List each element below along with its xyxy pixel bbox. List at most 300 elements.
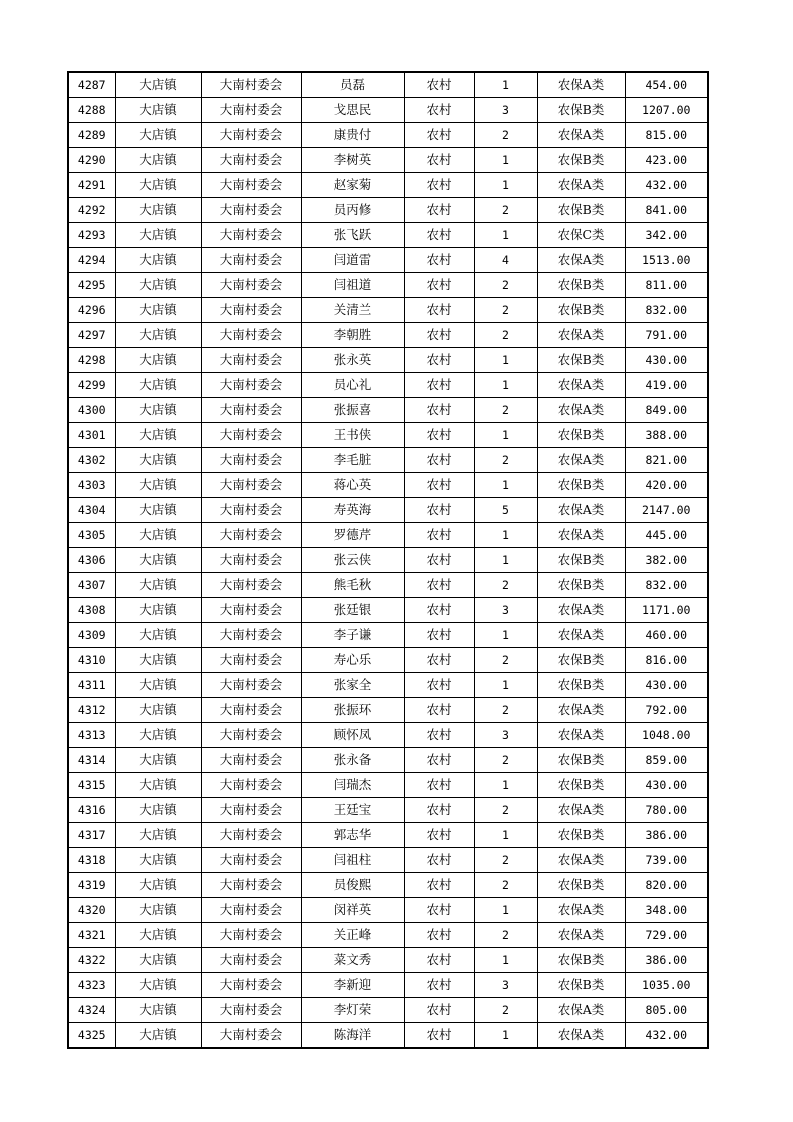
- cell-category: 农保B类: [537, 273, 625, 298]
- cell-count: 1: [474, 948, 537, 973]
- cell-count: 5: [474, 498, 537, 523]
- cell-id: 4294: [68, 248, 115, 273]
- cell-count: 1: [474, 348, 537, 373]
- cell-id: 4310: [68, 648, 115, 673]
- cell-count: 3: [474, 973, 537, 998]
- cell-id: 4290: [68, 148, 115, 173]
- table-row: [68, 623, 708, 648]
- cell-id: 4296: [68, 298, 115, 323]
- cell-name: 员丙修: [301, 198, 404, 223]
- table-row: [68, 898, 708, 923]
- table-row: [68, 298, 708, 323]
- cell-type: 农村: [404, 98, 474, 123]
- cell-amount: 382.00: [625, 548, 708, 573]
- cell-count: 2: [474, 398, 537, 423]
- cell-count: 1: [474, 72, 537, 98]
- cell-name: 闵祥英: [301, 898, 404, 923]
- cell-amount: 423.00: [625, 148, 708, 173]
- cell-count: 1: [474, 898, 537, 923]
- cell-village: 大南村委会: [201, 573, 301, 598]
- cell-category: 农保A类: [537, 898, 625, 923]
- cell-town: 大店镇: [115, 673, 201, 698]
- cell-name: 王廷宝: [301, 798, 404, 823]
- cell-village: 大南村委会: [201, 298, 301, 323]
- cell-village: 大南村委会: [201, 323, 301, 348]
- cell-category: 农保B类: [537, 148, 625, 173]
- cell-id: 4295: [68, 273, 115, 298]
- cell-count: 1: [474, 148, 537, 173]
- cell-category: 农保A类: [537, 173, 625, 198]
- cell-id: 4306: [68, 548, 115, 573]
- table-row: [68, 198, 708, 223]
- cell-count: 2: [474, 273, 537, 298]
- cell-name: 张振环: [301, 698, 404, 723]
- cell-category: 农保A类: [537, 448, 625, 473]
- cell-category: 农保A类: [537, 598, 625, 623]
- cell-category: 农保B类: [537, 748, 625, 773]
- cell-town: 大店镇: [115, 223, 201, 248]
- cell-town: 大店镇: [115, 873, 201, 898]
- cell-id: 4300: [68, 398, 115, 423]
- cell-category: 农保A类: [537, 623, 625, 648]
- cell-category: 农保C类: [537, 223, 625, 248]
- cell-village: 大南村委会: [201, 898, 301, 923]
- cell-type: 农村: [404, 273, 474, 298]
- cell-amount: 805.00: [625, 998, 708, 1023]
- cell-category: 农保A类: [537, 698, 625, 723]
- cell-type: 农村: [404, 723, 474, 748]
- cell-town: 大店镇: [115, 1023, 201, 1049]
- cell-village: 大南村委会: [201, 823, 301, 848]
- cell-type: 农村: [404, 123, 474, 148]
- cell-type: 农村: [404, 598, 474, 623]
- table-row: [68, 573, 708, 598]
- cell-type: 农村: [404, 648, 474, 673]
- table-row: [68, 123, 708, 148]
- cell-category: 农保B类: [537, 548, 625, 573]
- cell-type: 农村: [404, 773, 474, 798]
- cell-amount: 432.00: [625, 173, 708, 198]
- cell-town: 大店镇: [115, 998, 201, 1023]
- table-row: [68, 1023, 708, 1049]
- cell-name: 陈海洋: [301, 1023, 404, 1049]
- cell-count: 1: [474, 373, 537, 398]
- cell-category: 农保B类: [537, 948, 625, 973]
- cell-type: 农村: [404, 498, 474, 523]
- cell-name: 闫瑞杰: [301, 773, 404, 798]
- cell-type: 农村: [404, 898, 474, 923]
- cell-town: 大店镇: [115, 723, 201, 748]
- cell-village: 大南村委会: [201, 748, 301, 773]
- cell-town: 大店镇: [115, 423, 201, 448]
- cell-town: 大店镇: [115, 248, 201, 273]
- cell-name: 蒋心英: [301, 473, 404, 498]
- cell-village: 大南村委会: [201, 72, 301, 98]
- cell-amount: 821.00: [625, 448, 708, 473]
- cell-town: 大店镇: [115, 373, 201, 398]
- cell-name: 闫道雷: [301, 248, 404, 273]
- cell-count: 2: [474, 748, 537, 773]
- cell-village: 大南村委会: [201, 998, 301, 1023]
- cell-name: 赵家菊: [301, 173, 404, 198]
- cell-town: 大店镇: [115, 498, 201, 523]
- cell-category: 农保A类: [537, 798, 625, 823]
- cell-amount: 430.00: [625, 348, 708, 373]
- cell-amount: 791.00: [625, 323, 708, 348]
- cell-category: 农保B类: [537, 873, 625, 898]
- table-row: [68, 373, 708, 398]
- cell-village: 大南村委会: [201, 373, 301, 398]
- cell-id: 4324: [68, 998, 115, 1023]
- cell-amount: 849.00: [625, 398, 708, 423]
- cell-id: 4303: [68, 473, 115, 498]
- cell-town: 大店镇: [115, 798, 201, 823]
- cell-count: 1: [474, 473, 537, 498]
- table-row: [68, 273, 708, 298]
- cell-name: 闫祖柱: [301, 848, 404, 873]
- cell-village: 大南村委会: [201, 973, 301, 998]
- cell-type: 农村: [404, 973, 474, 998]
- cell-category: 农保B类: [537, 673, 625, 698]
- cell-name: 关清兰: [301, 298, 404, 323]
- cell-town: 大店镇: [115, 448, 201, 473]
- cell-count: 3: [474, 98, 537, 123]
- cell-amount: 1171.00: [625, 598, 708, 623]
- cell-village: 大南村委会: [201, 223, 301, 248]
- cell-village: 大南村委会: [201, 598, 301, 623]
- cell-id: 4291: [68, 173, 115, 198]
- cell-category: 农保B类: [537, 473, 625, 498]
- cell-amount: 792.00: [625, 698, 708, 723]
- cell-count: 2: [474, 798, 537, 823]
- cell-amount: 832.00: [625, 573, 708, 598]
- table-row: [68, 673, 708, 698]
- cell-count: 1: [474, 823, 537, 848]
- cell-amount: 430.00: [625, 673, 708, 698]
- cell-category: 农保B类: [537, 298, 625, 323]
- cell-village: 大南村委会: [201, 773, 301, 798]
- cell-count: 2: [474, 923, 537, 948]
- cell-town: 大店镇: [115, 898, 201, 923]
- cell-count: 2: [474, 998, 537, 1023]
- cell-amount: 430.00: [625, 773, 708, 798]
- cell-town: 大店镇: [115, 573, 201, 598]
- cell-village: 大南村委会: [201, 873, 301, 898]
- cell-type: 农村: [404, 248, 474, 273]
- table-row: [68, 498, 708, 523]
- cell-count: 3: [474, 598, 537, 623]
- cell-count: 2: [474, 848, 537, 873]
- data-table: [67, 71, 709, 1049]
- cell-type: 农村: [404, 148, 474, 173]
- cell-id: 4307: [68, 573, 115, 598]
- cell-type: 农村: [404, 72, 474, 98]
- table-row: [68, 773, 708, 798]
- cell-village: 大南村委会: [201, 348, 301, 373]
- cell-category: 农保A类: [537, 498, 625, 523]
- cell-village: 大南村委会: [201, 923, 301, 948]
- cell-category: 农保B类: [537, 648, 625, 673]
- cell-town: 大店镇: [115, 98, 201, 123]
- cell-town: 大店镇: [115, 698, 201, 723]
- cell-category: 农保B类: [537, 348, 625, 373]
- cell-amount: 815.00: [625, 123, 708, 148]
- cell-name: 张云侠: [301, 548, 404, 573]
- cell-category: 农保B类: [537, 773, 625, 798]
- cell-id: 4321: [68, 923, 115, 948]
- cell-type: 农村: [404, 1023, 474, 1049]
- cell-type: 农村: [404, 323, 474, 348]
- cell-type: 农村: [404, 298, 474, 323]
- cell-category: 农保B类: [537, 973, 625, 998]
- cell-category: 农保A类: [537, 923, 625, 948]
- cell-amount: 859.00: [625, 748, 708, 773]
- table-row: [68, 748, 708, 773]
- cell-name: 康贵付: [301, 123, 404, 148]
- cell-type: 农村: [404, 823, 474, 848]
- cell-amount: 832.00: [625, 298, 708, 323]
- cell-amount: 388.00: [625, 423, 708, 448]
- cell-amount: 460.00: [625, 623, 708, 648]
- table-row: [68, 548, 708, 573]
- cell-type: 农村: [404, 398, 474, 423]
- cell-count: 1: [474, 773, 537, 798]
- table-row: [68, 523, 708, 548]
- cell-town: 大店镇: [115, 973, 201, 998]
- cell-name: 李树英: [301, 148, 404, 173]
- cell-town: 大店镇: [115, 123, 201, 148]
- table-row: [68, 998, 708, 1023]
- cell-id: 4315: [68, 773, 115, 798]
- cell-name: 李毛脏: [301, 448, 404, 473]
- cell-id: 4317: [68, 823, 115, 848]
- cell-count: 2: [474, 298, 537, 323]
- cell-name: 戈思民: [301, 98, 404, 123]
- cell-count: 1: [474, 173, 537, 198]
- cell-category: 农保A类: [537, 398, 625, 423]
- cell-name: 关正峰: [301, 923, 404, 948]
- cell-amount: 1035.00: [625, 973, 708, 998]
- cell-amount: 816.00: [625, 648, 708, 673]
- table-row: [68, 348, 708, 373]
- cell-count: 3: [474, 723, 537, 748]
- cell-type: 农村: [404, 923, 474, 948]
- cell-type: 农村: [404, 873, 474, 898]
- cell-type: 农村: [404, 748, 474, 773]
- cell-id: 4304: [68, 498, 115, 523]
- cell-town: 大店镇: [115, 323, 201, 348]
- cell-type: 农村: [404, 698, 474, 723]
- cell-village: 大南村委会: [201, 548, 301, 573]
- cell-count: 2: [474, 323, 537, 348]
- cell-type: 农村: [404, 373, 474, 398]
- cell-type: 农村: [404, 573, 474, 598]
- cell-town: 大店镇: [115, 598, 201, 623]
- cell-category: 农保B类: [537, 98, 625, 123]
- table-row: [68, 423, 708, 448]
- cell-type: 农村: [404, 998, 474, 1023]
- table-row: [68, 223, 708, 248]
- cell-town: 大店镇: [115, 273, 201, 298]
- cell-name: 寿心乐: [301, 648, 404, 673]
- cell-village: 大南村委会: [201, 1023, 301, 1049]
- cell-type: 农村: [404, 673, 474, 698]
- cell-amount: 1513.00: [625, 248, 708, 273]
- cell-name: 菜文秀: [301, 948, 404, 973]
- cell-name: 张廷银: [301, 598, 404, 623]
- cell-category: 农保A类: [537, 848, 625, 873]
- table-row: [68, 723, 708, 748]
- cell-id: 4298: [68, 348, 115, 373]
- cell-amount: 820.00: [625, 873, 708, 898]
- cell-town: 大店镇: [115, 148, 201, 173]
- cell-name: 员俊熙: [301, 873, 404, 898]
- cell-id: 4313: [68, 723, 115, 748]
- cell-village: 大南村委会: [201, 123, 301, 148]
- cell-name: 张永英: [301, 348, 404, 373]
- cell-name: 熊毛秋: [301, 573, 404, 598]
- cell-id: 4319: [68, 873, 115, 898]
- cell-village: 大南村委会: [201, 423, 301, 448]
- cell-count: 2: [474, 198, 537, 223]
- cell-amount: 445.00: [625, 523, 708, 548]
- cell-id: 4316: [68, 798, 115, 823]
- table-row: [68, 473, 708, 498]
- cell-type: 农村: [404, 348, 474, 373]
- cell-village: 大南村委会: [201, 698, 301, 723]
- cell-count: 2: [474, 698, 537, 723]
- cell-village: 大南村委会: [201, 648, 301, 673]
- cell-category: 农保A类: [537, 998, 625, 1023]
- cell-type: 农村: [404, 848, 474, 873]
- cell-village: 大南村委会: [201, 198, 301, 223]
- cell-id: 4314: [68, 748, 115, 773]
- cell-town: 大店镇: [115, 773, 201, 798]
- cell-type: 农村: [404, 198, 474, 223]
- cell-name: 王书侠: [301, 423, 404, 448]
- cell-name: 李子谦: [301, 623, 404, 648]
- cell-village: 大南村委会: [201, 498, 301, 523]
- cell-village: 大南村委会: [201, 948, 301, 973]
- cell-town: 大店镇: [115, 623, 201, 648]
- table-row: [68, 798, 708, 823]
- cell-amount: 386.00: [625, 948, 708, 973]
- table-row: [68, 248, 708, 273]
- table-row: [68, 448, 708, 473]
- cell-count: 1: [474, 548, 537, 573]
- cell-id: 4287: [68, 72, 115, 98]
- cell-id: 4309: [68, 623, 115, 648]
- cell-name: 张飞跃: [301, 223, 404, 248]
- cell-amount: 420.00: [625, 473, 708, 498]
- cell-id: 4312: [68, 698, 115, 723]
- cell-amount: 811.00: [625, 273, 708, 298]
- cell-type: 农村: [404, 623, 474, 648]
- cell-count: 1: [474, 223, 537, 248]
- cell-count: 2: [474, 573, 537, 598]
- table-row: [68, 823, 708, 848]
- cell-name: 张永备: [301, 748, 404, 773]
- cell-id: 4299: [68, 373, 115, 398]
- cell-village: 大南村委会: [201, 673, 301, 698]
- cell-town: 大店镇: [115, 348, 201, 373]
- cell-type: 农村: [404, 948, 474, 973]
- cell-id: 4288: [68, 98, 115, 123]
- table-row: [68, 848, 708, 873]
- cell-name: 顾怀凤: [301, 723, 404, 748]
- cell-type: 农村: [404, 473, 474, 498]
- cell-town: 大店镇: [115, 648, 201, 673]
- cell-amount: 432.00: [625, 1023, 708, 1049]
- cell-town: 大店镇: [115, 473, 201, 498]
- cell-village: 大南村委会: [201, 623, 301, 648]
- table-row: [68, 873, 708, 898]
- table-row: [68, 323, 708, 348]
- cell-id: 4322: [68, 948, 115, 973]
- cell-town: 大店镇: [115, 923, 201, 948]
- cell-category: 农保A类: [537, 373, 625, 398]
- cell-id: 4292: [68, 198, 115, 223]
- cell-id: 4320: [68, 898, 115, 923]
- cell-id: 4301: [68, 423, 115, 448]
- cell-village: 大南村委会: [201, 248, 301, 273]
- cell-id: 4297: [68, 323, 115, 348]
- cell-id: 4325: [68, 1023, 115, 1049]
- cell-category: 农保A类: [537, 123, 625, 148]
- cell-type: 农村: [404, 223, 474, 248]
- cell-town: 大店镇: [115, 173, 201, 198]
- cell-category: 农保B类: [537, 423, 625, 448]
- cell-type: 农村: [404, 798, 474, 823]
- cell-id: 4293: [68, 223, 115, 248]
- cell-name: 张振喜: [301, 398, 404, 423]
- cell-name: 李朝胜: [301, 323, 404, 348]
- cell-amount: 2147.00: [625, 498, 708, 523]
- cell-village: 大南村委会: [201, 398, 301, 423]
- table-row: [68, 648, 708, 673]
- table-row: [68, 148, 708, 173]
- table-row: [68, 72, 708, 98]
- cell-amount: 1207.00: [625, 98, 708, 123]
- cell-category: 农保B类: [537, 573, 625, 598]
- cell-category: 农保A类: [537, 248, 625, 273]
- cell-id: 4311: [68, 673, 115, 698]
- cell-amount: 729.00: [625, 923, 708, 948]
- cell-category: 农保A类: [537, 723, 625, 748]
- cell-name: 寿英海: [301, 498, 404, 523]
- cell-count: 1: [474, 423, 537, 448]
- cell-town: 大店镇: [115, 823, 201, 848]
- cell-name: 郭志华: [301, 823, 404, 848]
- cell-town: 大店镇: [115, 748, 201, 773]
- cell-town: 大店镇: [115, 72, 201, 98]
- cell-name: 员心礼: [301, 373, 404, 398]
- table-row: [68, 923, 708, 948]
- cell-category: 农保B类: [537, 198, 625, 223]
- cell-village: 大南村委会: [201, 523, 301, 548]
- cell-amount: 386.00: [625, 823, 708, 848]
- cell-count: 1: [474, 1023, 537, 1049]
- cell-id: 4318: [68, 848, 115, 873]
- cell-count: 4: [474, 248, 537, 273]
- cell-type: 农村: [404, 523, 474, 548]
- cell-count: 1: [474, 523, 537, 548]
- cell-category: 农保A类: [537, 72, 625, 98]
- cell-town: 大店镇: [115, 848, 201, 873]
- cell-type: 农村: [404, 548, 474, 573]
- cell-amount: 342.00: [625, 223, 708, 248]
- cell-id: 4305: [68, 523, 115, 548]
